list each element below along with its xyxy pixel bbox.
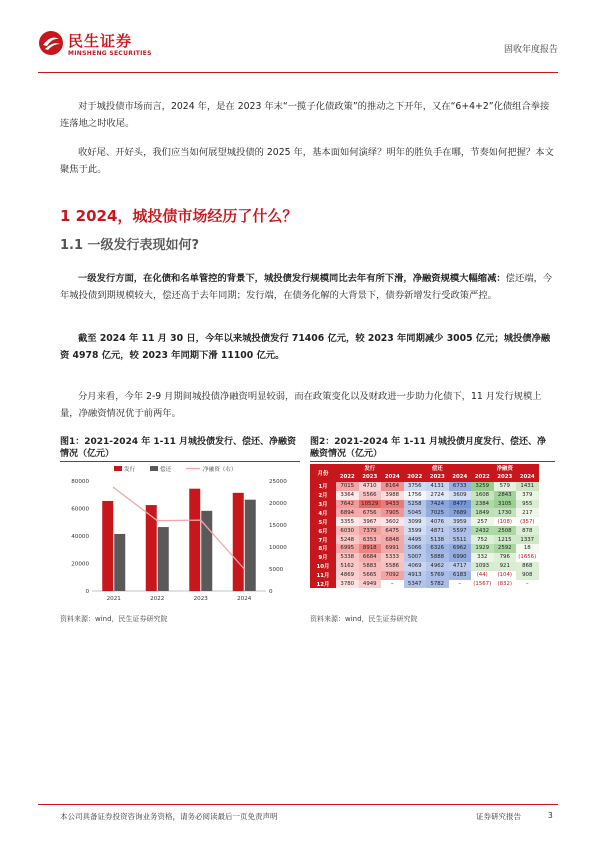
table-cell: 18 — [516, 544, 539, 553]
table-corner-header: 月份 — [310, 464, 336, 482]
table-month-cell: 6月 — [310, 526, 336, 535]
table-cell: 3780 — [336, 580, 359, 589]
table-cell: 1215 — [494, 535, 517, 544]
figure-1-title: 图1：2021-2024 年 1-11 月城投债发行、偿还、净融资情况（亿元） — [60, 437, 297, 459]
table-year-header: 2023 — [426, 473, 449, 482]
figure-2-title: 图2：2021-2024 年 1-11 月城投债月度发行、偿还、净融资情况（亿元） — [310, 437, 547, 459]
table-cell: 4069 — [404, 562, 427, 571]
section-heading: 1 2024，城投债市场经历了什么？ — [60, 207, 298, 225]
table-cell: 1730 — [494, 508, 517, 517]
y-right-tick-label: 20000 — [269, 501, 287, 507]
figure-1-chart — [60, 463, 300, 611]
x-tick-label: 2021 — [106, 596, 121, 602]
table-cell: 5333 — [381, 553, 404, 562]
table-group-header-net: 净融资 — [471, 464, 539, 473]
table-year-header: 2022 — [471, 473, 494, 482]
table-row — [310, 562, 539, 571]
table-month-cell: 5月 — [310, 517, 336, 526]
body-paragraph-2: 截至 2024 年 11 月 30 日，今年以来城投债发行 71406 亿元，较 2023 年同期减少 3005 亿元；城投债净融资 4978 亿元，较 2023 年同期下滑 11100 亿元。 — [60, 333, 551, 361]
table-month-cell: 8月 — [310, 544, 336, 553]
logo-text-cn: 民生证券 — [68, 32, 133, 50]
legend-label-net: 净融资（右） — [203, 467, 237, 473]
table-cell: 7025 — [426, 508, 449, 517]
point-net-financing — [200, 519, 202, 521]
table-row — [310, 535, 539, 544]
table-row — [310, 553, 539, 562]
table-cell: 5338 — [336, 553, 359, 562]
table-group-header-repayment: 偿还 — [404, 464, 472, 473]
table-cell: 8918 — [359, 544, 382, 553]
table-cell: 5597 — [449, 526, 472, 535]
table-cell: 5258 — [404, 500, 427, 509]
table-row — [310, 580, 539, 589]
table-cell: 379 — [516, 491, 539, 500]
table-cell: 3105 — [494, 500, 517, 509]
line-net-financing — [114, 488, 245, 569]
table-cell: 5162 — [336, 562, 359, 571]
footer-doc-type: 证券研究报告 — [476, 812, 521, 821]
body-paragraph-3: 分月来看，今年 2-9 月期间城投债净融资明显较弱，而在政策变化以及财政进一步助力化债下，11 月发行规模上量，净融资情况优于前两年。 — [60, 391, 542, 419]
bar-repayment — [245, 500, 256, 591]
table-cell: 3988 — [381, 491, 404, 500]
table-cell: 7642 — [336, 500, 359, 509]
y-right-tick-label: 15000 — [269, 523, 287, 529]
table-year-header: 2023 — [359, 473, 382, 482]
table-cell: 5883 — [359, 562, 382, 571]
table-cell: (104) — [494, 571, 517, 580]
table-cell: 4871 — [426, 526, 449, 535]
table-year-header: 2022 — [336, 473, 359, 482]
table-cell: 4717 — [449, 562, 472, 571]
table-cell: 7905 — [381, 508, 404, 517]
table-cell: 3599 — [404, 526, 427, 535]
table-row — [310, 517, 539, 526]
table-cell: 1608 — [471, 491, 494, 500]
table-cell: (1567) — [471, 580, 494, 589]
table-cell: – — [516, 580, 539, 589]
table-cell: 5066 — [404, 544, 427, 553]
table-cell: 6995 — [336, 544, 359, 553]
y-left-tick-label: 0 — [85, 589, 89, 595]
table-cell: 6756 — [359, 508, 382, 517]
table-month-cell: 1月 — [310, 482, 336, 491]
point-net-financing — [156, 520, 158, 522]
footer-disclaimer: 本公司具备证券投资咨询业务资格，请务必阅读最后一页免责声明 — [60, 812, 278, 821]
table-cell: 2432 — [471, 526, 494, 535]
table-row — [310, 500, 539, 509]
legend-label-issuance: 发行 — [124, 467, 136, 473]
table-cell: (1656) — [516, 553, 539, 562]
table-cell: 6353 — [359, 535, 382, 544]
bar-repayment — [114, 534, 125, 591]
table-cell: 3756 — [404, 482, 427, 491]
table-cell: 868 — [516, 562, 539, 571]
table-cell: 7424 — [426, 500, 449, 509]
table-cell: (44) — [471, 571, 494, 580]
intro-paragraph-2: 收好尾、开好头，我们应当如何展望城投债的 2025 年，基本面如何演绎？明年的胜负手在哪，节奏如何把握？本文聚焦于此。 — [60, 147, 554, 175]
table-cell: 217 — [516, 508, 539, 517]
table-cell: 6848 — [381, 535, 404, 544]
table-cell: 3959 — [449, 517, 472, 526]
table-cell: 5769 — [426, 571, 449, 580]
table-cell: 5665 — [359, 571, 382, 580]
table-cell: 6991 — [381, 544, 404, 553]
table-cell: 921 — [494, 562, 517, 571]
table-cell: 8164 — [381, 482, 404, 491]
table-year-header: 2022 — [404, 473, 427, 482]
subsection-heading: 1.1 一级发行表现如何? — [60, 238, 200, 253]
table-month-cell: 12月 — [310, 580, 336, 589]
table-cell: 257 — [471, 517, 494, 526]
table-cell: 2724 — [426, 491, 449, 500]
table-month-cell: 11月 — [310, 571, 336, 580]
table-cell: 6030 — [336, 526, 359, 535]
table-cell: 5138 — [426, 535, 449, 544]
footer-divider — [38, 804, 558, 805]
intro-paragraph-1: 对于城投债市场而言，2024 年，是在 2023 年末“一揽子化债政策”的推动之下开年，又在“6+4+2”化债组合拳接连落地之时收尾。 — [60, 101, 550, 129]
table-cell: 5511 — [449, 535, 472, 544]
table-cell: 6475 — [381, 526, 404, 535]
table-cell: 5566 — [359, 491, 382, 500]
table-cell: 3602 — [381, 517, 404, 526]
table-cell: 2384 — [471, 500, 494, 509]
table-cell: 6894 — [336, 508, 359, 517]
table-year-header: 2024 — [449, 473, 472, 482]
table-cell: 4949 — [359, 580, 382, 589]
table-cell: 5045 — [404, 508, 427, 517]
y-left-tick-label: 80000 — [71, 479, 89, 485]
table-cell: (357) — [516, 517, 539, 526]
table-cell: 5248 — [336, 535, 359, 544]
table-cell: 579 — [494, 482, 517, 491]
table-cell: 9433 — [381, 500, 404, 509]
y-right-tick-label: 5000 — [269, 567, 284, 573]
table-cell: 6990 — [449, 553, 472, 562]
table-cell: 5347 — [404, 580, 427, 589]
table-cell: 7015 — [336, 482, 359, 491]
table-cell: 6962 — [449, 544, 472, 553]
figure-2-source: 资料来源：wind，民生证券研究院 — [310, 615, 418, 623]
bar-issuance — [102, 501, 113, 591]
header-divider — [38, 72, 558, 73]
table-cell: 5007 — [404, 553, 427, 562]
point-net-financing — [113, 487, 115, 489]
table-cell: 5586 — [381, 562, 404, 571]
page-number: 3 — [548, 811, 553, 820]
x-tick-label: 2022 — [150, 596, 165, 602]
y-left-tick-label: 40000 — [71, 534, 89, 540]
point-net-financing — [243, 568, 245, 570]
table-cell: 6733 — [449, 482, 472, 491]
table-cell: 6684 — [359, 553, 382, 562]
table-cell: 1849 — [471, 508, 494, 517]
table-cell: 5782 — [426, 580, 449, 589]
y-right-tick-label: 10000 — [269, 545, 287, 551]
table-cell: 6326 — [426, 544, 449, 553]
table-cell: 4913 — [404, 571, 427, 580]
table-cell: 2592 — [494, 544, 517, 553]
table-cell: 332 — [471, 553, 494, 562]
table-row — [310, 508, 539, 517]
logo-text-en: MINSHENG SECURITIES — [68, 50, 152, 57]
table-month-cell: 3月 — [310, 500, 336, 509]
table-month-cell: 4月 — [310, 508, 336, 517]
table-cell: 10529 — [359, 500, 382, 509]
table-month-cell: 9月 — [310, 553, 336, 562]
table-year-header: 2024 — [381, 473, 404, 482]
table-year-header: 2024 — [516, 473, 539, 482]
table-cell: 3259 — [471, 482, 494, 491]
y-left-tick-label: 60000 — [71, 506, 89, 513]
table-cell: 2843 — [494, 491, 517, 500]
legend-swatch-issuance — [114, 466, 122, 471]
y-right-tick-label: 25000 — [269, 479, 287, 485]
x-tick-label: 2023 — [193, 596, 208, 602]
table-cell: 7689 — [449, 508, 472, 517]
minsheng-logo-icon — [38, 30, 64, 56]
table-cell: – — [449, 580, 472, 589]
table-cell: 752 — [471, 535, 494, 544]
table-year-header: 2023 — [494, 473, 517, 482]
body-paragraph-1-lead: 一级发行方面，在化债和名单管控的背景下，城投债发行规模同比去年有所下滑，净融资规模大幅缩减： — [78, 273, 506, 284]
table-cell: 1337 — [516, 535, 539, 544]
table-cell: 4131 — [426, 482, 449, 491]
table-row — [310, 491, 539, 500]
table-cell: 4710 — [359, 482, 382, 491]
report-type-label: 固收年度报告 — [503, 45, 558, 55]
table-cell: 3099 — [404, 517, 427, 526]
table-cell: 955 — [516, 500, 539, 509]
table-cell: 4869 — [336, 571, 359, 580]
table-cell: 908 — [516, 571, 539, 580]
x-tick-label: 2024 — [237, 596, 252, 602]
table-cell: 7092 — [381, 571, 404, 580]
page-header — [38, 26, 558, 72]
figure-2-table — [310, 464, 539, 588]
bar-issuance — [233, 493, 244, 591]
table-cell: – — [381, 580, 404, 589]
table-cell: (832) — [494, 580, 517, 589]
table-cell: 5888 — [426, 553, 449, 562]
table-group-header-issuance: 发行 — [336, 464, 404, 473]
table-row — [310, 571, 539, 580]
table-cell: 4962 — [426, 562, 449, 571]
table-cell: 878 — [516, 526, 539, 535]
figure-1-rule — [60, 461, 300, 462]
legend-label-repayment: 偿还 — [160, 467, 172, 473]
table-cell: 3364 — [336, 491, 359, 500]
table-month-cell: 7月 — [310, 535, 336, 544]
legend-swatch-repayment — [150, 466, 158, 471]
bar-issuance — [146, 505, 157, 591]
table-row — [310, 544, 539, 553]
table-cell: 6183 — [449, 571, 472, 580]
table-cell: 1431 — [516, 482, 539, 491]
table-cell: 1756 — [404, 491, 427, 500]
table-cell: 1093 — [471, 562, 494, 571]
table-cell: 4076 — [426, 517, 449, 526]
table-row — [310, 526, 539, 535]
table-cell: 2508 — [494, 526, 517, 535]
table-month-cell: 10月 — [310, 562, 336, 571]
figure-2-rule — [310, 461, 555, 462]
table-cell: 3609 — [449, 491, 472, 500]
table-row — [310, 482, 539, 491]
y-right-tick-label: 0 — [269, 589, 273, 595]
table-cell: 3967 — [359, 517, 382, 526]
body-paragraph-1 — [60, 270, 554, 304]
y-left-tick-label: 20000 — [71, 561, 89, 568]
table-cell: (108) — [494, 517, 517, 526]
figure-1-source: 资料来源：wind，民生证券研究院 — [60, 615, 168, 623]
table-cell: 8477 — [449, 500, 472, 509]
table-cell: 1929 — [471, 544, 494, 553]
table-cell: 4495 — [404, 535, 427, 544]
body-paragraph-1-rest: 偿还端，今年城投债到期规模较大，偿还高于去年同期；发行端，在债务化解的大背景下，债券新增发行受政策严控。 — [60, 273, 553, 301]
bar-repayment — [158, 527, 169, 591]
table-cell: 796 — [494, 553, 517, 562]
table-cell: 7379 — [359, 526, 382, 535]
table-cell: 3355 — [336, 517, 359, 526]
table-month-cell: 2月 — [310, 491, 336, 500]
bar-issuance — [189, 489, 200, 591]
